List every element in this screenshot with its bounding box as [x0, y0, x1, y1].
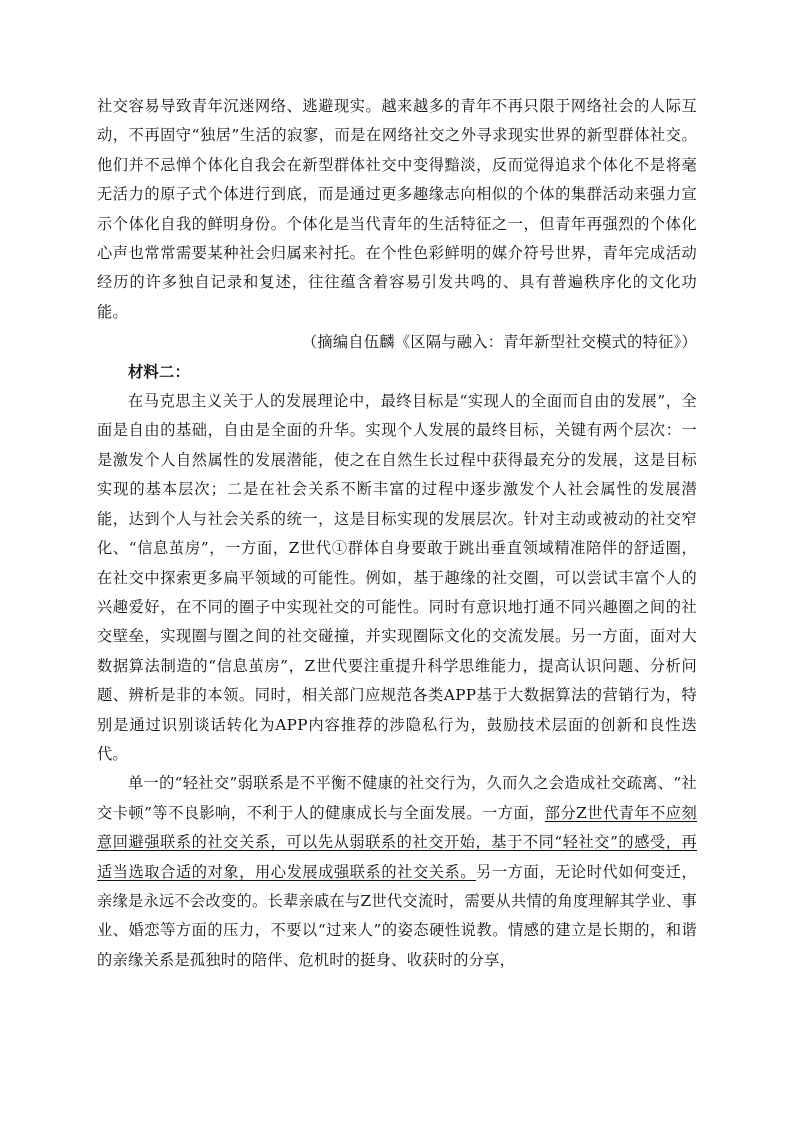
source-citation: （摘编自伍麟《区隔与融入：青年新型社交模式的特征》） [301, 333, 697, 352]
underlined-sentence: 部分Z世代青年不应刻意回避强联系的社交关系，可以先从弱联系的社交开始，基于不同“轻社交”的感受，再适当选取合适的对象，用心发展成强联系的社交关系。 [97, 803, 697, 881]
paragraph-material-one-ending: 社交容易导致青年沉迷网络、逃避现实。越来越多的青年不再只限于网络社会的人际互动，不再固守“独居”生活的寂寥，而是在网络社交之外寻求现实世界的新型群体社交。他们并不忌惮个体化自我会在新型群体社交中变得黯淡，反而觉得追求个体化不是将毫无活力的原子式个体进行到底，而是通过更多趣缘志向相似的个体的集群活动来强力宣示个体化自我的鲜明身份。个体化是当代青年的生活特征之一，但青年再强烈的个体化心声也常常需要某种社会归属来衬托。在个性色彩鲜明的媒介符号世界，青年完成活动经历的许多独自记录和复述，往往蕴含着容易引发共鸣的、具有普遍秩序化的文化功能。 [97, 97, 697, 321]
paragraph-material-two-second [97, 769, 697, 975]
paragraph-text-before-underline: 单一的“轻社交”弱联系是不平衡不健康的社交行为，久而久之会造成社交疏离、“社交卡顿”等不良影响，不利于人的健康成长与全面发展。一方面， [97, 774, 697, 822]
paragraph-text-after-underline: 另一方面，无论时代如何变迁，亲缘是永远不会改变的。长辈亲戚在与Z世代交流时，需要从共情的角度理解其学业、事业、婚恋等方面的压力，不要以“过来人”的姿态硬性说教。情感的建立是长期的，和谐的亲缘关系是孤独时的陪伴、危机时的挺身、收获时的分享， [97, 862, 697, 969]
section-heading-material-two: 材料二： [128, 362, 190, 381]
paragraph-material-two-first: 在马克思主义关于人的发展理论中，最终目标是“实现人的全面而自由的发展”，全面是自由的基础，自由是全面的升华。实现个人发展的最终目标，关键有两个层次：一是激发个人自然属性的发展潜能，使之在自然生长过程中获得最充分的发展，这是目标实现的基本层次；二是在社会关系不断丰富的过程中逐步激发个人社会属性的发展潜能，达到个人与社会关系的统一，这是目标实现的发展层次。针对主动或被动的社交窄化、“信息茧房”，一方面，Z世代①群体自身要敢于跳出垂直领域精准陪伴的舒适圈，在社交中探索更多扁平领域的可能性。例如，基于趣缘的社交圈，可以尝试丰富个人的兴趣爱好，在不同的圈子中实现社交的可能性。同时有意识地打通不同兴趣圈之间的社交壁垒，实现圈与圈之间的社交碰撞，并实现圈际文化的交流发展。另一方面，面对大数据算法制造的“信息茧房”，Z世代要注重提升科学思维能力，提高认识问题、分析问题、辨析是非的本领。同时，相关部门应规范各类APP基于大数据算法的营销行为，特别是通过识别谈话转化为APP内容推荐的涉隐私行为，鼓励技术层面的创新和良性迭代。 [97, 392, 697, 763]
document-body [97, 92, 697, 975]
